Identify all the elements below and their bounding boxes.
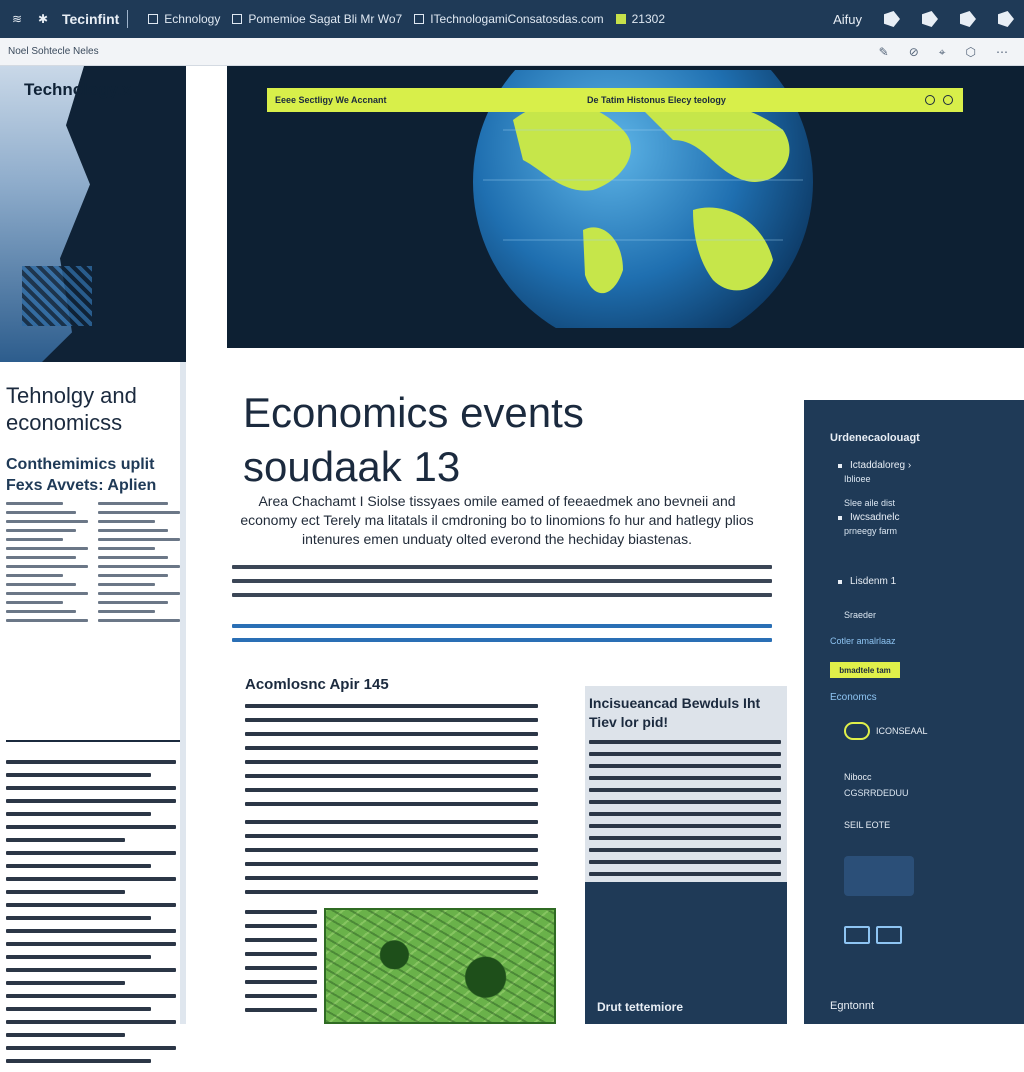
text-line	[6, 773, 151, 777]
text-line	[245, 746, 538, 750]
tab-url[interactable]	[414, 12, 603, 26]
text-line	[6, 760, 176, 764]
text-line	[589, 824, 781, 828]
site-logo[interactable]: Technology.x	[24, 80, 132, 99]
text-line	[589, 872, 781, 876]
text-line	[245, 910, 317, 914]
article-headline	[243, 386, 584, 494]
text-line	[245, 966, 317, 970]
tab-square-icon	[414, 14, 424, 24]
logo-label: ICONSEAAL	[876, 726, 928, 736]
text-line	[6, 1007, 151, 1011]
tab-label: ITechnologamiConsatosdas.com	[430, 12, 604, 26]
text-line	[232, 565, 772, 569]
text-line	[6, 955, 151, 959]
item-sub: Slee aile dist	[844, 498, 896, 508]
app-brand[interactable]: Tecinfint	[62, 11, 120, 27]
sidebar-hero-image	[0, 66, 186, 362]
text-line	[6, 838, 125, 842]
logo-label: Nibocc	[844, 772, 872, 782]
lock-icon[interactable]: ⊘	[908, 45, 919, 59]
text-line	[6, 1059, 151, 1063]
edit-icon[interactable]: ✎	[878, 45, 889, 59]
text-line	[245, 952, 317, 956]
article-body-column	[245, 910, 317, 1022]
text-line	[98, 547, 155, 550]
text-line	[245, 718, 538, 722]
tab-article[interactable]	[232, 12, 402, 26]
text-line	[6, 547, 88, 550]
text-line	[232, 593, 772, 597]
text-line	[98, 601, 168, 604]
text-line	[6, 890, 125, 894]
wifi-icon[interactable]: ≋	[11, 12, 23, 26]
settings-icon[interactable]	[998, 11, 1014, 27]
browser-topbar	[0, 0, 1024, 38]
text-line	[98, 511, 180, 514]
text-line	[6, 786, 176, 790]
tab-label: 21302	[631, 12, 665, 26]
text-line	[245, 834, 538, 838]
text-line	[232, 624, 772, 628]
text-line	[245, 876, 538, 880]
card-text	[589, 740, 781, 884]
text-line	[589, 776, 781, 780]
text-line	[245, 890, 538, 894]
right-sidebar-item[interactable]	[838, 576, 896, 587]
bullet-icon	[838, 516, 842, 520]
more-icon[interactable]: ⋯	[996, 45, 1008, 59]
logo-glyph-icon	[876, 926, 902, 944]
text-line	[6, 968, 176, 972]
text-line	[245, 1008, 317, 1012]
text-line	[6, 583, 76, 586]
topbar-actions	[833, 0, 1014, 38]
address-tools	[879, 38, 1008, 66]
link-label[interactable]: Cotler amalrlaaz	[830, 636, 896, 646]
text-line	[98, 583, 155, 586]
text-line	[6, 877, 176, 881]
item-sub: prneegy farm	[844, 526, 898, 536]
tab-square-icon	[232, 14, 242, 24]
ribbon-controls	[925, 95, 953, 105]
sidebar-body-text	[6, 760, 176, 1072]
text-line	[6, 601, 63, 604]
text-line	[245, 820, 538, 824]
hero-banner	[227, 66, 1024, 348]
card-title[interactable]: Incisueancad Bewduls Iht Tiev lor pid!	[589, 695, 761, 730]
text-line	[98, 556, 168, 559]
address-bar	[0, 38, 1024, 66]
text-line	[6, 520, 88, 523]
sponsor-logo[interactable]	[844, 772, 872, 782]
text-line	[6, 574, 63, 577]
text-line	[589, 764, 781, 768]
text-line	[6, 864, 151, 868]
sidebar-columns	[6, 502, 180, 742]
tag-icon[interactable]: ⬡	[965, 45, 976, 59]
gear-icon[interactable]: ✱	[37, 12, 49, 26]
logo-sub: CGSRRDEDUU	[844, 788, 909, 798]
right-sidebar-footer[interactable]: Egntonnt	[830, 1000, 875, 1012]
bullet-icon	[838, 464, 842, 468]
text-line	[589, 860, 781, 864]
text-line	[589, 752, 781, 756]
user-name[interactable]: Aifuy	[833, 11, 862, 27]
tab-label: Pomemioe Sagat Bli Mr Wo7	[248, 12, 403, 26]
bullet-icon	[838, 580, 842, 584]
chevron-right-icon: ›	[905, 460, 912, 471]
link-icon[interactable]	[943, 95, 953, 105]
text-line	[589, 800, 781, 804]
text-line	[245, 862, 538, 866]
text-line	[6, 529, 76, 532]
text-line	[6, 812, 151, 816]
text-line	[245, 774, 538, 778]
text-line	[6, 1020, 176, 1024]
ribbon-center-label: De Tatim Histonus Elecy teology	[587, 95, 726, 105]
text-line	[6, 511, 76, 514]
right-sidebar-item[interactable]	[838, 512, 899, 523]
text-line	[98, 610, 155, 613]
item-label: Ictaddaloreg	[850, 460, 906, 471]
text-line	[6, 981, 125, 985]
item-sub: Sraeder	[844, 610, 877, 620]
text-line	[6, 929, 176, 933]
text-line	[245, 760, 538, 764]
article-body-column	[245, 704, 538, 816]
text-line	[245, 732, 538, 736]
card-footer[interactable]: Drut tettemiore	[597, 1000, 684, 1014]
text-line	[245, 938, 317, 942]
toggle-icon[interactable]	[925, 95, 935, 105]
text-line	[98, 574, 168, 577]
text-line	[6, 592, 88, 595]
text-line	[6, 903, 176, 907]
featured-card	[585, 686, 787, 1024]
text-line	[589, 788, 781, 792]
text-line	[6, 1046, 176, 1050]
text-line	[245, 980, 317, 984]
ribbon-left-label[interactable]: Eeee Sectligy We Accnant	[275, 95, 387, 105]
text-line	[232, 638, 772, 642]
tag-badge[interactable]: bmadtele tam	[830, 662, 900, 678]
text-line	[6, 799, 176, 803]
tab-square-icon	[616, 14, 626, 24]
text-line	[6, 556, 76, 559]
sponsor-logo[interactable]	[844, 926, 902, 944]
text-line	[6, 565, 88, 568]
text-line	[6, 538, 63, 541]
text-line	[245, 994, 317, 998]
featured-card-top	[585, 686, 787, 882]
pin-icon[interactable]: ⌖	[938, 44, 946, 59]
section-label: Economcs	[830, 692, 877, 703]
text-line	[589, 836, 781, 840]
sponsor-logo[interactable]	[844, 722, 928, 740]
right-sidebar-heading: Urdenecaolouagt	[830, 432, 920, 444]
item-label: Iwcsadnelc	[850, 512, 900, 523]
machinery-illustration	[22, 266, 92, 326]
breadcrumb[interactable]: Noel Sohtecle Neles	[8, 46, 99, 57]
article-paragraph	[232, 565, 772, 607]
sidebar-subtitle: Conthemimics uplit Fexs Avvets: Aplien	[6, 456, 157, 494]
hero-ribbon	[267, 88, 963, 112]
section-heading: Acomlosnc Apir 145	[245, 676, 389, 693]
text-line	[245, 802, 538, 806]
article-link-paragraph[interactable]	[232, 624, 772, 652]
sidebar-column	[98, 502, 180, 628]
text-line	[98, 619, 180, 622]
text-line	[98, 565, 180, 568]
sponsor-logo[interactable]	[844, 820, 890, 830]
text-line	[6, 942, 176, 946]
text-line	[245, 788, 538, 792]
right-sidebar	[804, 400, 1024, 1024]
text-line	[6, 851, 176, 855]
logo-glyph-icon	[844, 926, 870, 944]
tab-count[interactable]	[616, 12, 665, 26]
text-line	[589, 740, 781, 744]
headline-line: soudaak 13	[243, 443, 461, 490]
partner-badge-icon[interactable]	[844, 856, 914, 896]
text-line	[6, 502, 63, 505]
left-sidebar	[0, 66, 186, 1024]
text-line	[98, 538, 180, 541]
logo-glyph-icon	[844, 722, 870, 740]
logo-label: SEIL EOTE	[844, 820, 891, 830]
tab-square-icon	[148, 14, 158, 24]
text-line	[245, 924, 317, 928]
text-line	[589, 812, 781, 816]
article-body-column	[245, 820, 538, 904]
text-line	[6, 916, 151, 920]
text-line	[6, 994, 176, 998]
tab-technology[interactable]	[148, 12, 220, 26]
text-line	[98, 502, 168, 505]
text-line	[245, 848, 538, 852]
headline-line: Economics events	[243, 389, 584, 436]
extensions-icon[interactable]	[960, 11, 976, 27]
text-line	[245, 704, 538, 708]
share-icon[interactable]	[884, 11, 900, 27]
text-line	[6, 1033, 125, 1037]
divider	[127, 10, 128, 28]
text-line	[98, 529, 168, 532]
sidebar-title: Tehnolgy and economicss	[6, 383, 137, 435]
text-line	[98, 520, 155, 523]
item-sub: Iblioee	[844, 474, 871, 484]
article-lede: Area Chachamt I Siolse tissyaes omile eamed of feeaedmek ano bevneii and economy ect Terely ma litatals il cmdroning bo to linomions fo hur and hatlegy plios intenures emen unduaty olted everond the hechiday biastenas.	[240, 493, 754, 547]
text-line	[589, 848, 781, 852]
text-line	[98, 592, 180, 595]
item-label: Lisdenm 1	[850, 576, 897, 587]
right-sidebar-item[interactable]	[838, 460, 911, 471]
text-line	[232, 579, 772, 583]
text-line	[6, 610, 76, 613]
map-pattern	[326, 910, 554, 1022]
tab-label: Echnology	[164, 12, 221, 26]
text-line	[6, 619, 88, 622]
text-line	[6, 825, 176, 829]
sidebar-column	[6, 502, 88, 628]
bookmark-icon[interactable]	[922, 11, 938, 27]
map-image[interactable]	[324, 908, 556, 1024]
